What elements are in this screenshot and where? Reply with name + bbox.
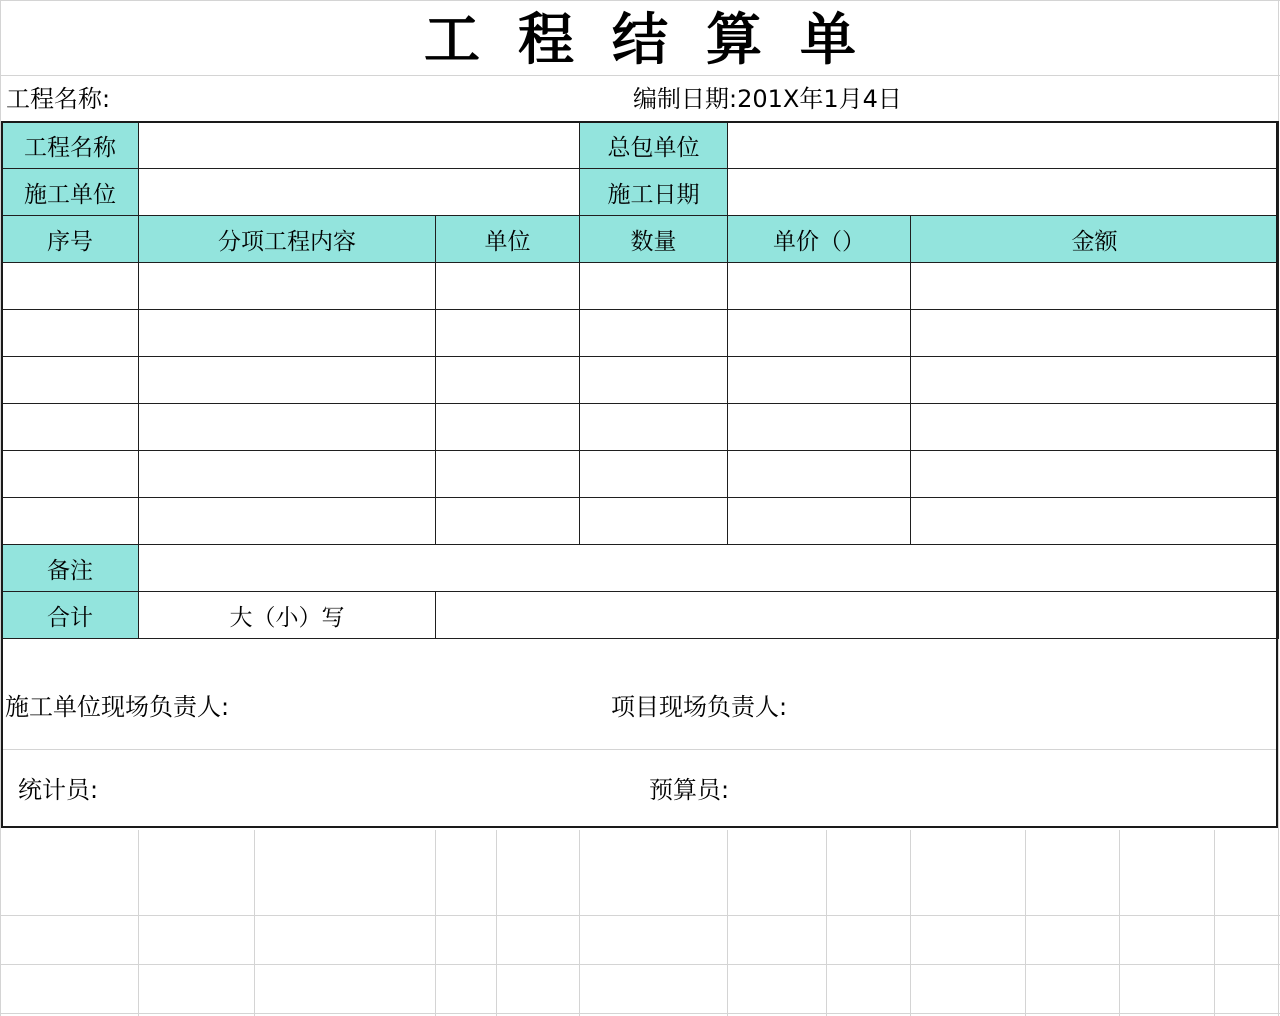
table-cell[interactable] bbox=[580, 263, 728, 310]
column-header-index: 序号 bbox=[2, 216, 139, 263]
remarks-value[interactable] bbox=[139, 545, 1279, 592]
table-cell[interactable] bbox=[436, 451, 580, 498]
compile-date bbox=[633, 84, 902, 114]
page-title: 工程结算单 bbox=[424, 8, 894, 73]
table-cell[interactable] bbox=[2, 263, 139, 310]
info-label-general-contractor: 总包单位 bbox=[580, 122, 728, 169]
table-cell[interactable] bbox=[436, 357, 580, 404]
budgeter-label: 预算员: bbox=[649, 776, 730, 804]
table-cell[interactable] bbox=[2, 498, 139, 545]
table-cell[interactable] bbox=[580, 357, 728, 404]
table-cell[interactable] bbox=[911, 263, 1279, 310]
grid-line bbox=[435, 830, 436, 1016]
info-label-construction-date: 施工日期 bbox=[580, 169, 728, 216]
table-cell[interactable] bbox=[728, 404, 911, 451]
column-header-row bbox=[2, 216, 1279, 263]
info-value-general-contractor[interactable] bbox=[728, 122, 1279, 169]
column-header-item: 分项工程内容 bbox=[139, 216, 436, 263]
grid-line bbox=[0, 964, 1280, 965]
table-cell[interactable] bbox=[580, 310, 728, 357]
grid-line bbox=[0, 915, 1280, 916]
settlement-table bbox=[1, 121, 1279, 639]
table-cell[interactable] bbox=[139, 451, 436, 498]
grid-line bbox=[1, 749, 1278, 750]
table-cell[interactable] bbox=[139, 357, 436, 404]
table-cell[interactable] bbox=[580, 498, 728, 545]
statistician-label: 统计员: bbox=[18, 776, 99, 804]
table-row bbox=[2, 310, 1279, 357]
table-cell[interactable] bbox=[139, 498, 436, 545]
total-value[interactable] bbox=[436, 592, 1279, 639]
site-manager-label: 施工单位现场负责人: bbox=[5, 693, 230, 721]
table-cell[interactable] bbox=[436, 498, 580, 545]
info-value-project-name[interactable] bbox=[139, 122, 580, 169]
grid-line bbox=[1214, 830, 1215, 1016]
table-cell[interactable] bbox=[436, 263, 580, 310]
table-cell[interactable] bbox=[2, 404, 139, 451]
column-header-quantity: 数量 bbox=[580, 216, 728, 263]
info-label-project-name: 工程名称 bbox=[2, 122, 139, 169]
project-name-label: 工程名称: bbox=[6, 85, 111, 113]
table-cell[interactable] bbox=[911, 310, 1279, 357]
table-cell[interactable] bbox=[728, 451, 911, 498]
grid-line bbox=[826, 830, 827, 1016]
signature-section bbox=[1, 661, 1278, 828]
column-header-unit-price: 单价（） bbox=[728, 216, 911, 263]
info-row bbox=[2, 122, 1279, 169]
info-value-construction-unit[interactable] bbox=[139, 169, 580, 216]
table-cell[interactable] bbox=[911, 498, 1279, 545]
table-cell[interactable] bbox=[728, 357, 911, 404]
grid-line bbox=[727, 830, 728, 1016]
total-row bbox=[2, 592, 1279, 639]
grid-line bbox=[1119, 830, 1120, 1016]
total-case-label: 大（小）写 bbox=[139, 592, 436, 639]
grid-line bbox=[579, 830, 580, 1016]
grid-line bbox=[254, 830, 255, 1016]
grid-line bbox=[1025, 830, 1026, 1016]
table-row bbox=[2, 263, 1279, 310]
grid-line bbox=[0, 1013, 1280, 1014]
table-cell[interactable] bbox=[436, 404, 580, 451]
info-label-construction-unit: 施工单位 bbox=[2, 169, 139, 216]
table-cell[interactable] bbox=[580, 404, 728, 451]
remarks-row bbox=[2, 545, 1279, 592]
table-cell[interactable] bbox=[911, 404, 1279, 451]
table-cell[interactable] bbox=[911, 357, 1279, 404]
column-header-amount: 金额 bbox=[911, 216, 1279, 263]
info-row bbox=[2, 169, 1279, 216]
compile-date-value[interactable]: 201X年1月4日 bbox=[737, 85, 902, 113]
grid-line bbox=[0, 0, 1280, 1]
table-cell[interactable] bbox=[139, 310, 436, 357]
table-cell[interactable] bbox=[728, 310, 911, 357]
info-value-construction-date[interactable] bbox=[728, 169, 1279, 216]
grid-line bbox=[496, 830, 497, 1016]
table-cell[interactable] bbox=[911, 451, 1279, 498]
table-cell[interactable] bbox=[728, 498, 911, 545]
table-row bbox=[2, 498, 1279, 545]
table-cell[interactable] bbox=[580, 451, 728, 498]
total-label: 合计 bbox=[2, 592, 139, 639]
table-cell[interactable] bbox=[728, 263, 911, 310]
grid-line bbox=[910, 830, 911, 1016]
column-header-unit: 单位 bbox=[436, 216, 580, 263]
table-cell[interactable] bbox=[139, 404, 436, 451]
compile-date-label: 编制日期: bbox=[633, 85, 738, 113]
table-cell[interactable] bbox=[139, 263, 436, 310]
table-row bbox=[2, 404, 1279, 451]
table-cell[interactable] bbox=[436, 310, 580, 357]
table-cell[interactable] bbox=[2, 451, 139, 498]
table-row bbox=[2, 357, 1279, 404]
table-cell[interactable] bbox=[2, 357, 139, 404]
table-cell[interactable] bbox=[2, 310, 139, 357]
project-manager-label: 项目现场负责人: bbox=[611, 693, 788, 721]
table-row bbox=[2, 451, 1279, 498]
grid-line bbox=[138, 830, 139, 1016]
remarks-label: 备注 bbox=[2, 545, 139, 592]
